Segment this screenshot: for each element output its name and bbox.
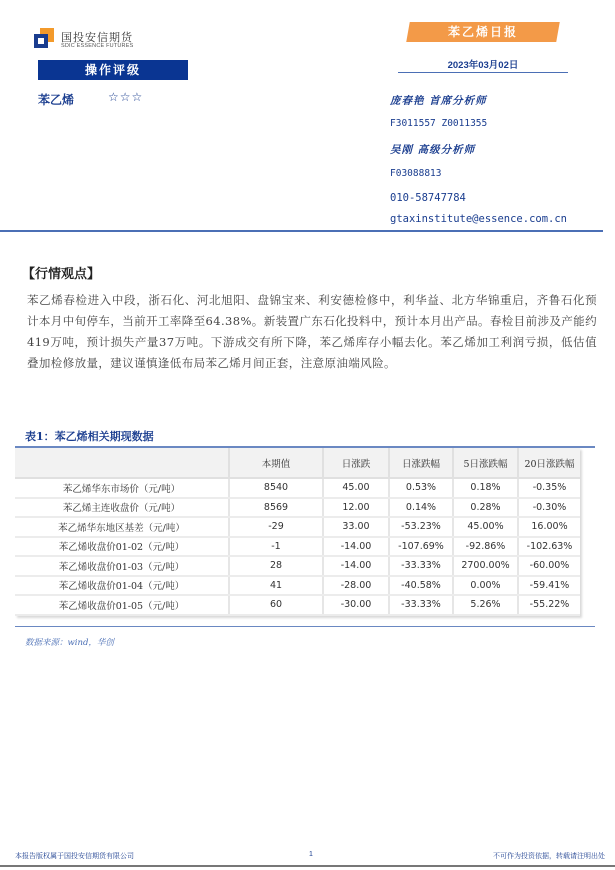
row-label: 苯乙烯华东市场价（元/吨）	[15, 478, 229, 498]
analyst-1-ids: F3011557 Z0011355	[390, 118, 488, 129]
cell-5d-pct: 0.28%	[453, 498, 518, 518]
analyst-2-ids: F03088813	[390, 168, 442, 179]
cell-20d-pct: -0.35%	[518, 478, 580, 498]
table-title: 表1：苯乙烯相关期现数据	[25, 430, 154, 443]
table-row	[15, 595, 580, 615]
row-label: 苯乙烯主连收盘价（元/吨）	[15, 498, 229, 518]
col-header-daily-pct: 日涨跌幅	[389, 448, 453, 478]
company-logo	[34, 26, 149, 54]
footer-copyright: 本报告版权属于国投安信期货有限公司	[15, 852, 134, 860]
cell-20d-pct: -59.41%	[518, 576, 580, 596]
cell-daily-change: -14.00	[323, 537, 389, 557]
cell-daily-change: -30.00	[323, 595, 389, 615]
cell-daily-pct: -53.23%	[389, 517, 453, 537]
cell-daily-change: -28.00	[323, 576, 389, 596]
table-header-row	[15, 448, 580, 478]
cell-daily-change: 33.00	[323, 517, 389, 537]
table-bottom-rule	[15, 626, 595, 627]
cell-daily-pct: 0.14%	[389, 498, 453, 518]
cell-current: 41	[229, 576, 323, 596]
cell-5d-pct: 45.00%	[453, 517, 518, 537]
cell-daily-pct: -33.33%	[389, 556, 453, 576]
row-label: 苯乙烯收盘价01-02（元/吨）	[15, 537, 229, 557]
rating-stars-icon: ☆☆☆	[108, 90, 144, 104]
cell-20d-pct: -55.22%	[518, 595, 580, 615]
footer-disclaimer: 不可作为投资依据，转载请注明出处	[493, 852, 605, 860]
cell-current: 8569	[229, 498, 323, 518]
analyst-1-name: 庞春艳 首席分析师	[390, 95, 487, 107]
market-view-paragraph: 苯乙烯春检进入中段，浙石化、河北旭阳、盘锦宝来、利安德检修中，利华益、北方华锦重启，齐鲁石化预计本月中旬停车，当前开工率降至64.38%。新装置广东石化投料中，预计本月出产品。春检目前涉及产能约419万吨，预计损失产量37万吨。下游成交有所下降，苯乙烯库存小幅去化。苯乙烯加工利润亏损，低估值叠加检修放量，建议谨慎逢低布局苯乙烯月间正套，注意原油端风险。	[27, 293, 597, 370]
cell-20d-pct: 16.00%	[518, 517, 580, 537]
row-label: 苯乙烯收盘价01-03（元/吨）	[15, 556, 229, 576]
cell-daily-change: -14.00	[323, 556, 389, 576]
cell-daily-pct: 0.53%	[389, 478, 453, 498]
cell-current: 60	[229, 595, 323, 615]
table-row	[15, 576, 580, 596]
cell-current: -29	[229, 517, 323, 537]
row-label: 苯乙烯收盘价01-05（元/吨）	[15, 595, 229, 615]
logo-cn-text: 国投安信期货	[61, 31, 133, 44]
header-divider	[0, 230, 603, 232]
col-header-20d-pct: 20日涨跌幅	[518, 448, 580, 478]
table-row	[15, 478, 580, 498]
cell-20d-pct: -60.00%	[518, 556, 580, 576]
contact-email[interactable]: gtaxinstitute@essence.com.cn	[390, 213, 568, 225]
row-label: 苯乙烯华东地区基差（元/吨）	[15, 517, 229, 537]
cell-5d-pct: 0.00%	[453, 576, 518, 596]
cell-5d-pct: 0.18%	[453, 478, 518, 498]
logo-en-text: SDIC ESSENCE FUTURES	[61, 43, 134, 49]
col-header-current: 本期值	[229, 448, 323, 478]
report-date: 2023年03月02日	[447, 60, 519, 71]
cell-daily-change: 12.00	[323, 498, 389, 518]
cell-daily-pct: -107.69%	[389, 537, 453, 557]
row-label: 苯乙烯收盘价01-04（元/吨）	[15, 576, 229, 596]
data-source: 数据来源：wind，华创	[25, 638, 114, 648]
cell-5d-pct: 2700.00%	[453, 556, 518, 576]
col-header-5d-pct: 5日涨跌幅	[453, 448, 518, 478]
cell-5d-pct: 5.26%	[453, 595, 518, 615]
report-title: 苯乙烯日报	[447, 25, 518, 39]
cell-20d-pct: -0.30%	[518, 498, 580, 518]
col-header-daily-change: 日涨跌	[323, 448, 389, 478]
cell-daily-change: 45.00	[323, 478, 389, 498]
table-row	[15, 556, 580, 576]
col-header-name	[15, 448, 229, 478]
cell-20d-pct: -102.63%	[518, 537, 580, 557]
logo-mark-icon	[34, 28, 54, 48]
analyst-2-name: 吴刚 高级分析师	[390, 144, 476, 156]
contact-phone: 010-58747784	[390, 192, 466, 204]
product-name: 苯乙烯	[38, 93, 75, 107]
futures-data-table	[15, 448, 580, 616]
rating-banner: 操作评级	[38, 60, 188, 80]
section-title: 【行情观点】	[22, 267, 101, 282]
footer-divider	[0, 865, 615, 867]
table-row	[15, 498, 580, 518]
cell-daily-pct: -40.58%	[389, 576, 453, 596]
cell-current: -1	[229, 537, 323, 557]
cell-5d-pct: -92.86%	[453, 537, 518, 557]
table-row	[15, 537, 580, 557]
table-row	[15, 517, 580, 537]
cell-daily-pct: -33.33%	[389, 595, 453, 615]
cell-current: 8540	[229, 478, 323, 498]
date-divider	[398, 72, 568, 73]
page-number: 1	[309, 851, 313, 858]
cell-current: 28	[229, 556, 323, 576]
